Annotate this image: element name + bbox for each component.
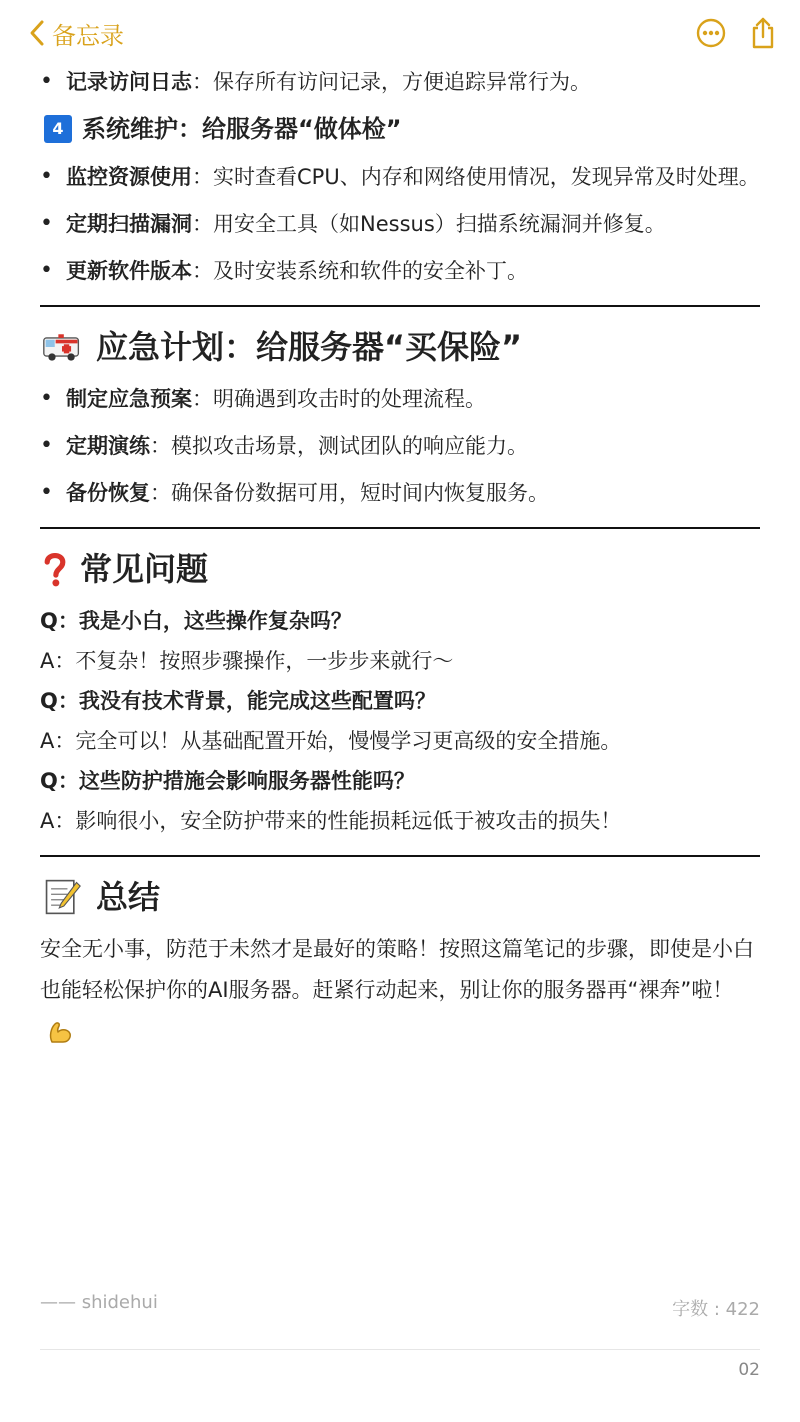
list-item-term: 监控资源使用 xyxy=(66,165,192,189)
list-item-text: ：确保备份数据可用，短时间内恢复服务。 xyxy=(150,481,549,505)
share-button[interactable] xyxy=(746,16,780,50)
faq-heading xyxy=(40,541,760,597)
section-divider xyxy=(40,527,760,529)
faq-answer: A：完全可以！从基础配置开始，慢慢学习更高级的安全措施。 xyxy=(40,729,622,753)
question-mark-icon xyxy=(40,547,70,591)
list-item-term: 定期演练 xyxy=(66,434,150,458)
footer-divider xyxy=(40,1349,760,1350)
faq-question: Q：我没有技术背景，能完成这些配置吗？ xyxy=(40,689,436,713)
maintenance-heading xyxy=(40,109,760,149)
note-content xyxy=(40,62,760,1052)
share-icon xyxy=(746,16,780,50)
back-label: 备忘录 xyxy=(52,21,124,50)
summary-text: 安全无小事，防范于未然才是最好的策略！按照这篇笔记的步骤，即使是小白也能轻松保护你的AI服务器。赶紧行动起来，别让你的服务器再“裸奔”啦！ xyxy=(40,937,754,1002)
list-item-text: ：用安全工具（如Nessus）扫描系统漏洞并修复。 xyxy=(192,212,666,236)
bullet-dot: • xyxy=(40,433,53,458)
list-item xyxy=(40,251,760,291)
list-item xyxy=(40,157,760,197)
bullet-dot: • xyxy=(40,211,53,236)
faq-question: Q：我是小白，这些操作复杂吗？ xyxy=(40,609,352,633)
emergency-heading xyxy=(40,319,760,375)
memo-icon xyxy=(40,875,84,919)
chevron-left-icon xyxy=(28,19,46,47)
summary-paragraph xyxy=(40,929,760,1052)
summary-heading xyxy=(40,869,760,925)
list-item-text: ：及时安装系统和软件的安全补丁。 xyxy=(192,259,528,283)
page-number: 02 xyxy=(738,1360,760,1380)
bullet-dot: • xyxy=(40,480,53,505)
list-item-term: 备份恢复 xyxy=(66,481,150,505)
emergency-title: 应急计划：给服务器“买保险” xyxy=(96,328,523,366)
faq-title: 常见问题 xyxy=(80,550,209,588)
list-item-term: 更新软件版本 xyxy=(66,259,192,283)
section-divider xyxy=(40,855,760,857)
bullet-dot: • xyxy=(40,258,53,283)
list-item-term: 定期扫描漏洞 xyxy=(66,212,192,236)
nav-bar xyxy=(0,0,800,66)
list-item-text: ：模拟攻击场景，测试团队的响应能力。 xyxy=(150,434,528,458)
list-item xyxy=(40,426,760,466)
list-item-term: 记录访问日志 xyxy=(66,70,192,94)
signature: —— shidehui xyxy=(40,1292,158,1313)
bullet-dot: • xyxy=(40,69,53,94)
bullet-dot: • xyxy=(40,386,53,411)
ambulance-icon xyxy=(40,325,84,369)
list-item-text: ：明确遇到攻击时的处理流程。 xyxy=(192,387,486,411)
back-button[interactable] xyxy=(28,16,124,50)
more-button[interactable] xyxy=(694,16,728,50)
maintenance-title: 系统维护：给服务器“做体检” xyxy=(82,115,402,143)
bullet-dot: • xyxy=(40,164,53,189)
list-item-text: ：实时查看CPU、内存和网络使用情况，发现异常及时处理。 xyxy=(192,165,760,189)
faq-list xyxy=(40,601,760,841)
list-item xyxy=(40,473,760,513)
list-item xyxy=(40,62,760,102)
list-item-term: 制定应急预案 xyxy=(66,387,192,411)
summary-title: 总结 xyxy=(96,878,161,916)
flexed-biceps-icon xyxy=(46,1018,74,1046)
section-divider xyxy=(40,305,760,307)
list-item xyxy=(40,379,760,419)
list-item xyxy=(40,204,760,244)
list-item-text: ：保存所有访问记录，方便追踪异常行为。 xyxy=(192,70,591,94)
faq-answer: A：不复杂！按照步骤操作，一步步来就行～ xyxy=(40,649,454,673)
faq-answer: A：影响很小，安全防护带来的性能损耗远低于被攻击的损失！ xyxy=(40,809,622,833)
faq-question: Q：这些防护措施会影响服务器性能吗？ xyxy=(40,769,415,793)
word-count: 字数 : 422 xyxy=(672,1299,760,1320)
ellipsis-circle-icon xyxy=(694,16,728,50)
keycap-4-icon: 4 xyxy=(44,115,72,143)
